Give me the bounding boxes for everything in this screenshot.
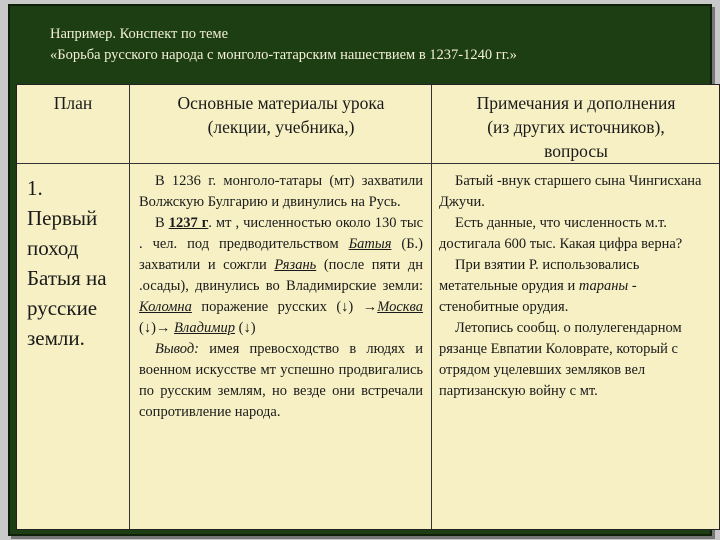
materials-paragraph-1: В 1236 г. монголо-татары (мт) захватили Волжскую Булгарию и двинулись на Русь.	[139, 173, 423, 210]
header-row-divider	[17, 163, 719, 164]
conclusion-text: имея превосходство в людях и военном искусстве мт успешно продвигались по русским землям, но везде они встречали сопротивление народа.	[139, 341, 423, 420]
header-line-1: Например. Конспект по теме	[50, 26, 229, 42]
materials-conclusion	[139, 339, 423, 423]
city-ryazan: Рязань	[274, 257, 317, 273]
note-4: Летопись сообщ. о полулегендарном рязанце Евпатии Коловрате, который с отрядом уцелевших земляков вел партизанскую войну с мт.	[439, 320, 682, 399]
text-run: . мт , численностью около 130 тыс . чел. под предводительством	[139, 215, 424, 252]
column-divider	[431, 85, 432, 529]
column-header-materials-line-2: (лекции, учебника,)	[207, 117, 355, 137]
year-1237: 1237 г	[168, 215, 209, 231]
note-3	[439, 255, 711, 318]
text-run: (↓)→	[139, 320, 175, 336]
column-divider	[129, 85, 130, 529]
text-run: (после пяти дн .осады), двинулись во Владимирские земли:	[139, 257, 423, 294]
column-header-plan-text: План	[53, 93, 93, 113]
plan-line: русские	[27, 296, 98, 320]
note-2: Есть данные, что численность м.т. достигала 600 тыс. Какая цифра верна?	[439, 215, 683, 252]
note-1: Батый -внук старшего сына Чингисхана Джучи.	[439, 173, 702, 210]
plan-line: земли.	[27, 326, 85, 350]
slide-frame	[8, 4, 712, 536]
column-header-notes-line-3: вопросы	[544, 141, 608, 161]
term-tarany: тараны	[578, 278, 629, 294]
city-moskva: Москва	[377, 299, 423, 315]
materials-cell	[139, 171, 423, 423]
text-run: При взятии Р. использовались метательные орудия и	[439, 257, 640, 294]
materials-paragraph-2	[139, 213, 423, 339]
column-header-materials	[131, 91, 431, 139]
text-run: (↓)	[235, 320, 256, 336]
plan-line: 1.	[27, 176, 43, 200]
slide-header	[50, 24, 690, 66]
name-batyi: Батыя	[348, 236, 392, 252]
header-line-2: «Борьба русского народа с монголо-татарским нашествием в 1237-1240 гг.»	[50, 47, 517, 63]
column-header-notes-line-2: (из других источников),	[487, 117, 665, 137]
text-run: - стенобитные орудия.	[439, 278, 637, 315]
plan-line: Батыя на	[27, 266, 107, 290]
plan-line: Первый	[27, 206, 98, 230]
column-header-plan	[17, 91, 129, 115]
column-header-notes-line-1: Примечания и дополнения	[476, 93, 676, 113]
conclusion-label: Вывод:	[155, 341, 200, 357]
column-header-notes	[433, 91, 719, 163]
plan-line: поход	[27, 236, 79, 260]
text-run: В	[155, 215, 169, 231]
plan-cell	[27, 173, 127, 353]
city-kolomna: Коломна	[139, 299, 192, 315]
text-run: (Б.) захватили и сожгли	[139, 236, 424, 273]
notes-table	[16, 84, 720, 530]
text-run: поражение русских (↓) →	[191, 299, 378, 315]
notes-cell	[439, 171, 711, 402]
city-vladimir: Владимир	[174, 320, 235, 336]
column-header-materials-line-1: Основные материалы урока	[177, 93, 385, 113]
